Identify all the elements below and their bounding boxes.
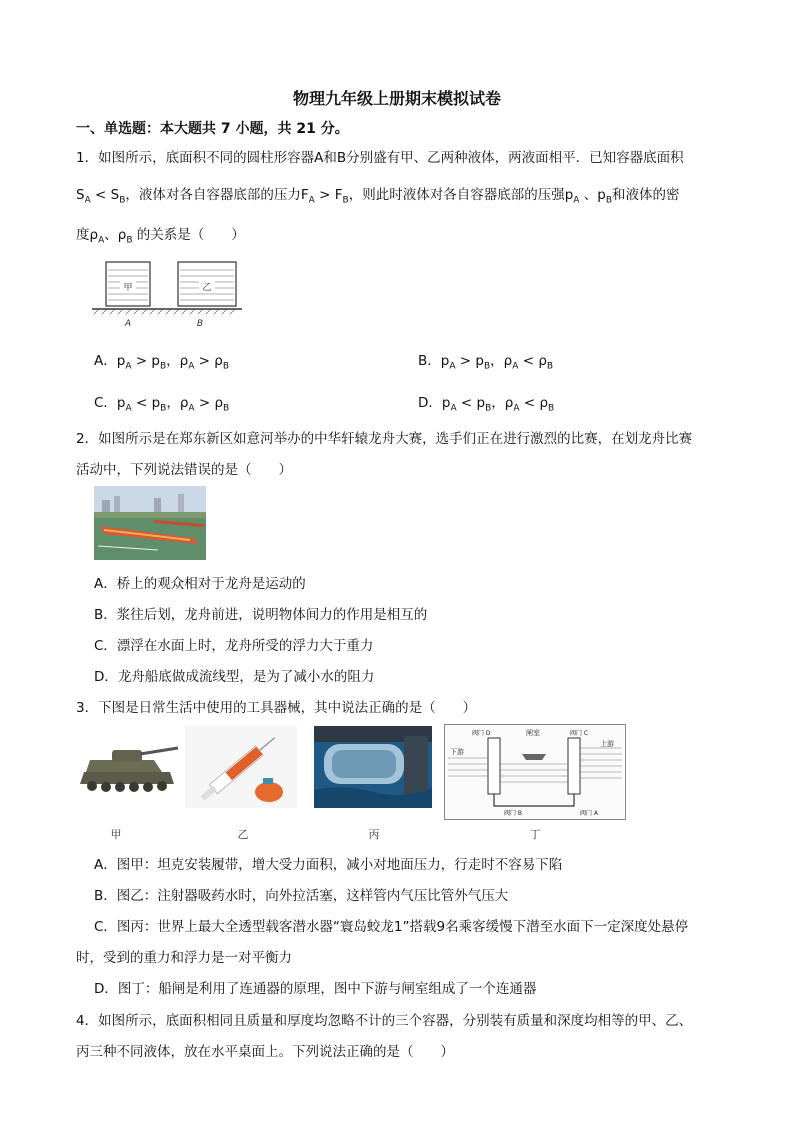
label-valve-c: 阀门 C (570, 730, 589, 737)
section-heading: 一、单选题：本大题共 7 小题，共 21 分。 (76, 121, 349, 137)
tank-photo (74, 726, 180, 802)
q1-option-c: C．$p_A < p_B$，$\rho_A > \rho_B$ (94, 395, 230, 414)
caption-bing: 丙 (368, 828, 380, 841)
page-title: 物理九年级上册期末模拟试卷 (292, 89, 501, 108)
q1-line-2: $S_A < S_B$，液体对各自容器底部的压力$F_A > F_B$，则此时液体对各自容器底部的压强$p_A$ 、$p_B$和液体的密 (76, 187, 680, 206)
q4-line-1: 4．如图所示，底面积相同且质量和厚度均忽略不计的三个容器，分别装有质量和深度均相等的甲、乙、 (76, 1013, 693, 1029)
label-upstream: 上游 (600, 740, 614, 748)
q1-option-b: B．$p_A > p_B$，$\rho_A < \rho_B$ (418, 353, 554, 372)
q3-option-c: C．图丙：世界上最大全透型载客潜水器“寰岛蛟龙1”搭载9名乘客缓慢下潜至水面下一定深度处悬停 (94, 919, 689, 935)
q2-line-2: 活动中，下列说法错误的是（ ） (76, 462, 292, 478)
caption-jia: 甲 (110, 828, 122, 841)
label-downstream: 下游 (450, 748, 464, 756)
liquid-a-label: 甲 (123, 283, 133, 293)
q2-option-c: C．漂浮在水面上时，龙舟所受的浮力大于重力 (94, 638, 374, 654)
caption-ding: 丁 (529, 828, 541, 841)
q1-option-d: D．$p_A < p_B$，$\rho_A < \rho_B$ (418, 395, 555, 414)
label-valve-a: 阀门 A (580, 810, 599, 817)
q3-option-c-continued: 时，受到的重力和浮力是一对平衡力 (76, 950, 292, 966)
label-valve-d: 阀门 D (472, 730, 491, 737)
q2-option-b: B．浆往后划，龙舟前进，说明物体间力的作用是相互的 (94, 607, 428, 623)
q2-option-d: D．龙舟船底做成流线型，是为了减小水的阻力 (94, 669, 375, 685)
q1-container-figure (92, 258, 242, 333)
q1-line-3: 度$\rho_A$、$\rho_B$ 的关系是（ ） (76, 227, 245, 246)
label-valve-b: 阀门 B (504, 810, 523, 817)
caption-yi: 乙 (237, 828, 249, 841)
q1-option-a: A．$p_A > p_B$，$\rho_A > \rho_B$ (94, 353, 230, 372)
q3-option-b: B．图乙：注射器吸药水时，向外拉活塞，这样管内气压比管外气压大 (94, 888, 509, 904)
label-lock-chamber: 闸室 (526, 729, 540, 737)
ship-lock-diagram (444, 724, 626, 820)
q3-line-1: 3．下图是日常生活中使用的工具器械，其中说法正确的是（ ） (76, 700, 477, 716)
dragon-boat-photo (94, 486, 206, 560)
q3-option-a: A．图甲：坦克安装履带，增大受力面积，减小对地面压力，行走时不容易下陷 (94, 857, 563, 873)
submersible-photo (314, 726, 432, 808)
q3-option-d: D．图丁：船闸是利用了连通器的原理，图中下游与闸室组成了一个连通器 (94, 981, 537, 997)
container-a-label: A (124, 319, 132, 329)
q2-line-1: 2．如图所示是在郑东新区如意河举办的中华轩辕龙舟大赛，选手们正在进行激烈的比赛，在划龙舟比赛 (76, 431, 693, 447)
q1-line-1: 1．如图所示，底面积不同的圆柱形容器A和B分别盛有甲、乙两种液体，两液面相平．已知容器底面积 (76, 150, 684, 166)
q4-line-2: 丙三种不同液体，放在水平桌面上。下列说法正确的是（ ） (76, 1044, 454, 1060)
container-b-label: B (196, 319, 204, 329)
q2-option-a: A．桥上的观众相对于龙舟是运动的 (94, 576, 306, 592)
liquid-b-label: 乙 (202, 283, 212, 293)
syringe-photo (185, 726, 297, 808)
